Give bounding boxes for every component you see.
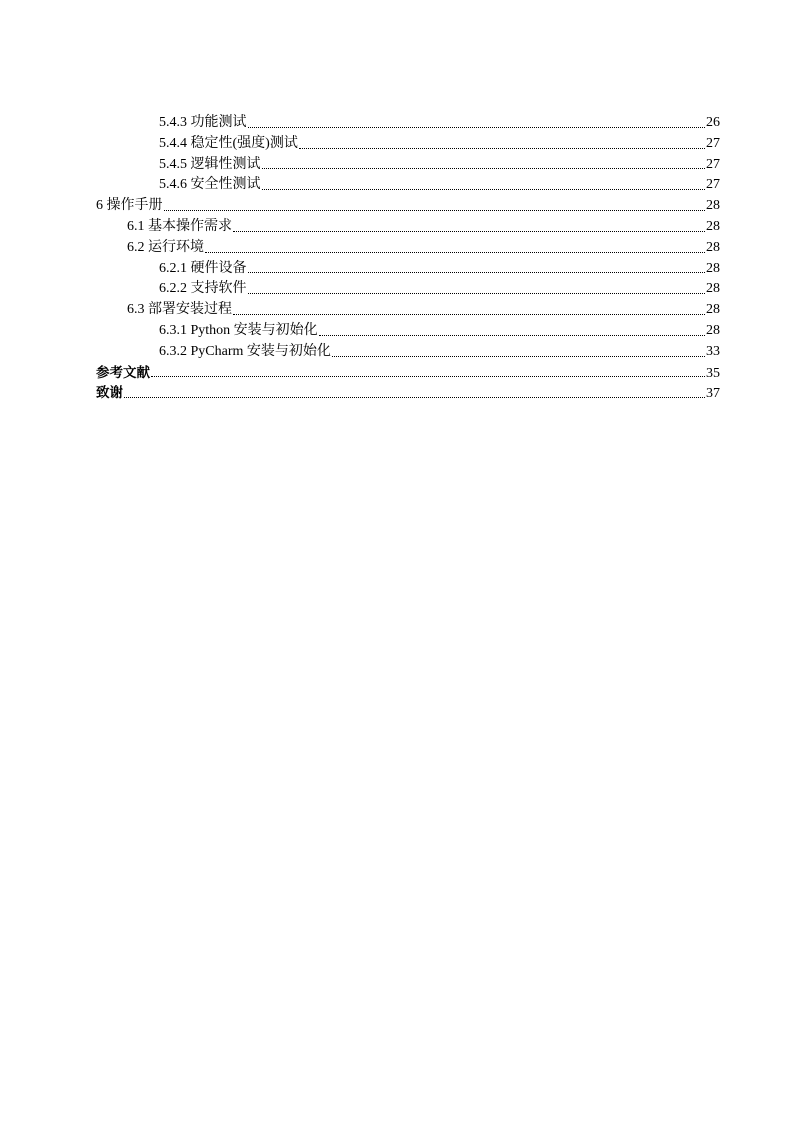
toc-entry-label: 5.4.5 逻辑性测试 — [159, 156, 261, 172]
toc-leader-dots — [205, 252, 705, 253]
toc-leader-dots — [262, 189, 706, 190]
toc-entry-label: 参考文献 — [96, 364, 150, 381]
toc-entry-label: 致谢 — [96, 385, 123, 402]
toc-leader-dots — [164, 210, 706, 211]
toc-entry-6-3-1[interactable] — [96, 321, 720, 342]
toc-entry-page-number: 28 — [706, 302, 720, 318]
toc-entry-page-number: 37 — [706, 386, 720, 402]
toc-entry-5-4-6[interactable] — [96, 175, 720, 196]
toc-entry-page-number: 28 — [706, 198, 720, 214]
toc-entry-5-4-4[interactable] — [96, 134, 720, 155]
toc-leader-dots — [262, 168, 706, 169]
toc-entry-label: 6.3 部署安装过程 — [127, 302, 232, 318]
toc-entry-6-3[interactable] — [96, 300, 720, 321]
toc-entry-6-3-2[interactable] — [96, 342, 720, 363]
toc-entry-page-number: 27 — [706, 135, 720, 151]
toc-entry-page-number: 28 — [706, 322, 720, 338]
toc-entry-6-2[interactable] — [96, 238, 720, 259]
toc-entry-page-number: 28 — [706, 239, 720, 255]
toc-entry-label: 6.2.2 支持软件 — [159, 281, 247, 297]
toc-entry-page-number: 28 — [706, 281, 720, 297]
toc-entry-label: 6.1 基本操作需求 — [127, 218, 232, 234]
toc-entry-6-1[interactable] — [96, 217, 720, 238]
table-of-contents — [96, 113, 720, 404]
toc-leader-dots — [332, 356, 705, 357]
toc-entry-page-number: 28 — [706, 218, 720, 234]
toc-leader-dots — [248, 127, 706, 128]
toc-entry-page-number: 27 — [706, 177, 720, 193]
toc-entry-6[interactable] — [96, 196, 720, 217]
toc-entry-page-number: 35 — [706, 365, 720, 381]
toc-entry-label: 6.2.1 硬件设备 — [159, 260, 247, 276]
toc-entry-label: 6.3.1 Python 安装与初始化 — [159, 322, 318, 338]
toc-entry-page-number: 27 — [706, 156, 720, 172]
toc-entry-acknowledgements[interactable] — [96, 383, 720, 404]
toc-entry-6-2-1[interactable] — [96, 259, 720, 280]
toc-leader-dots — [124, 397, 705, 398]
toc-entry-label: 5.4.4 稳定性(强度)测试 — [159, 135, 298, 151]
toc-leader-dots — [299, 148, 705, 149]
toc-entry-page-number: 26 — [706, 115, 720, 130]
toc-entry-label: 5.4.3 功能测试 — [159, 115, 247, 130]
toc-entry-5-4-3[interactable] — [96, 113, 720, 134]
toc-entry-label: 6.2 运行环境 — [127, 239, 204, 255]
toc-entry-page-number: 33 — [706, 343, 720, 359]
toc-leader-dots — [319, 335, 705, 336]
toc-leader-dots — [151, 376, 705, 377]
toc-entry-label: 6.3.2 PyCharm 安装与初始化 — [159, 343, 331, 359]
toc-entry-page-number: 28 — [706, 260, 720, 276]
toc-leader-dots — [248, 272, 706, 273]
toc-entry-label: 6 操作手册 — [96, 198, 163, 214]
toc-leader-dots — [248, 293, 706, 294]
toc-entry-5-4-5[interactable] — [96, 155, 720, 176]
toc-leader-dots — [233, 314, 705, 315]
toc-entry-6-2-2[interactable] — [96, 279, 720, 300]
toc-entry-references[interactable] — [96, 363, 720, 384]
toc-leader-dots — [233, 231, 705, 232]
toc-entry-label: 5.4.6 安全性测试 — [159, 177, 261, 193]
